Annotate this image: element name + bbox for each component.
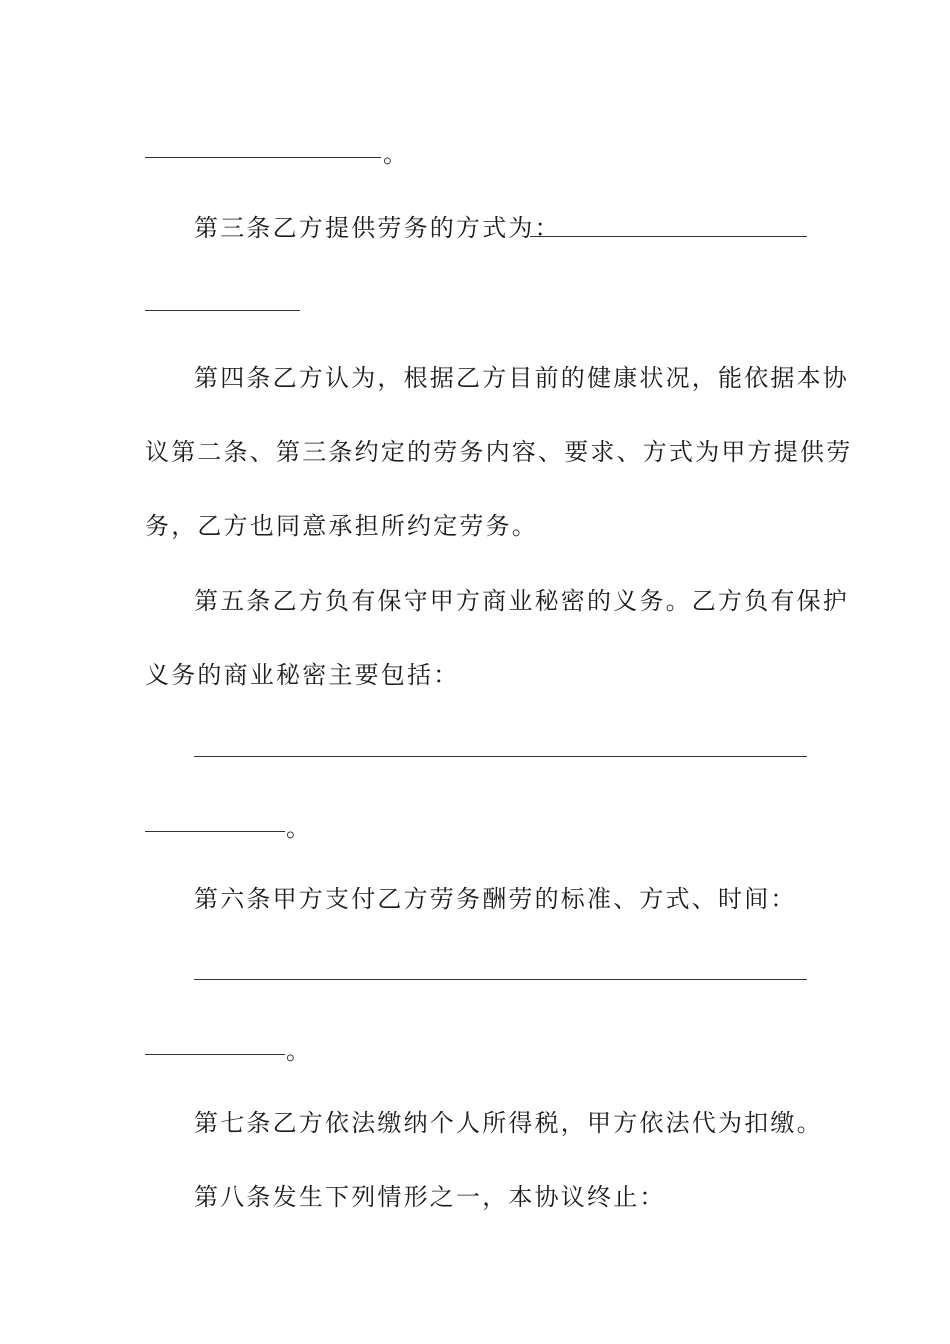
article-4-text-1: 第四条乙方认为，根据乙方目前的健康状况，能依据本协 bbox=[194, 364, 849, 392]
article-7-line-1 bbox=[194, 1108, 823, 1138]
article-8-line-1 bbox=[194, 1182, 807, 1212]
article-4-line-3 bbox=[145, 511, 807, 541]
article-3-blank-line bbox=[530, 236, 807, 237]
article-6-blank-line-continued bbox=[145, 1054, 285, 1055]
article-5-end bbox=[286, 813, 326, 843]
article-5-line-1 bbox=[194, 586, 849, 616]
article-3-label: 第三条乙方提供劳务的方式为： bbox=[194, 214, 561, 242]
article-6-end bbox=[286, 1036, 326, 1066]
article-3-blank-line-continued bbox=[145, 310, 300, 311]
article-5-text-1: 第五条乙方负有保守甲方商业秘密的义务。乙方负有保护 bbox=[194, 587, 849, 615]
article-4-text-3: 务，乙方也同意承担所约定劳务。 bbox=[145, 512, 538, 540]
article-4-line-1 bbox=[194, 363, 849, 393]
article-7-text-1: 第七条乙方依法缴纳个人所得税，甲方依法代为扣缴。 bbox=[194, 1109, 823, 1137]
article-6-blank-line bbox=[194, 979, 807, 980]
article-5-blank-line bbox=[194, 756, 807, 757]
period-mark: 。 bbox=[286, 1037, 310, 1065]
article-8-text-1: 第八条发生下列情形之一，本协议终止： bbox=[194, 1183, 666, 1211]
article-4-line-2 bbox=[145, 437, 853, 467]
article-5-text-2: 义务的商业秘密主要包括： bbox=[145, 661, 460, 689]
article-5-line-2 bbox=[145, 660, 807, 690]
article-6-line-1 bbox=[194, 884, 807, 914]
blank-line-end bbox=[383, 139, 423, 169]
article-3-text bbox=[194, 213, 807, 243]
article-4-text-2: 议第二条、第三条约定的劳务内容、要求、方式为甲方提供劳 bbox=[145, 438, 853, 466]
period-mark: 。 bbox=[383, 140, 407, 168]
period-mark: 。 bbox=[286, 814, 310, 842]
fill-in-blank-line bbox=[145, 157, 381, 158]
article-6-text-1: 第六条甲方支付乙方劳务酬劳的标准、方式、时间： bbox=[194, 885, 797, 913]
article-5-blank-line-continued bbox=[145, 831, 285, 832]
